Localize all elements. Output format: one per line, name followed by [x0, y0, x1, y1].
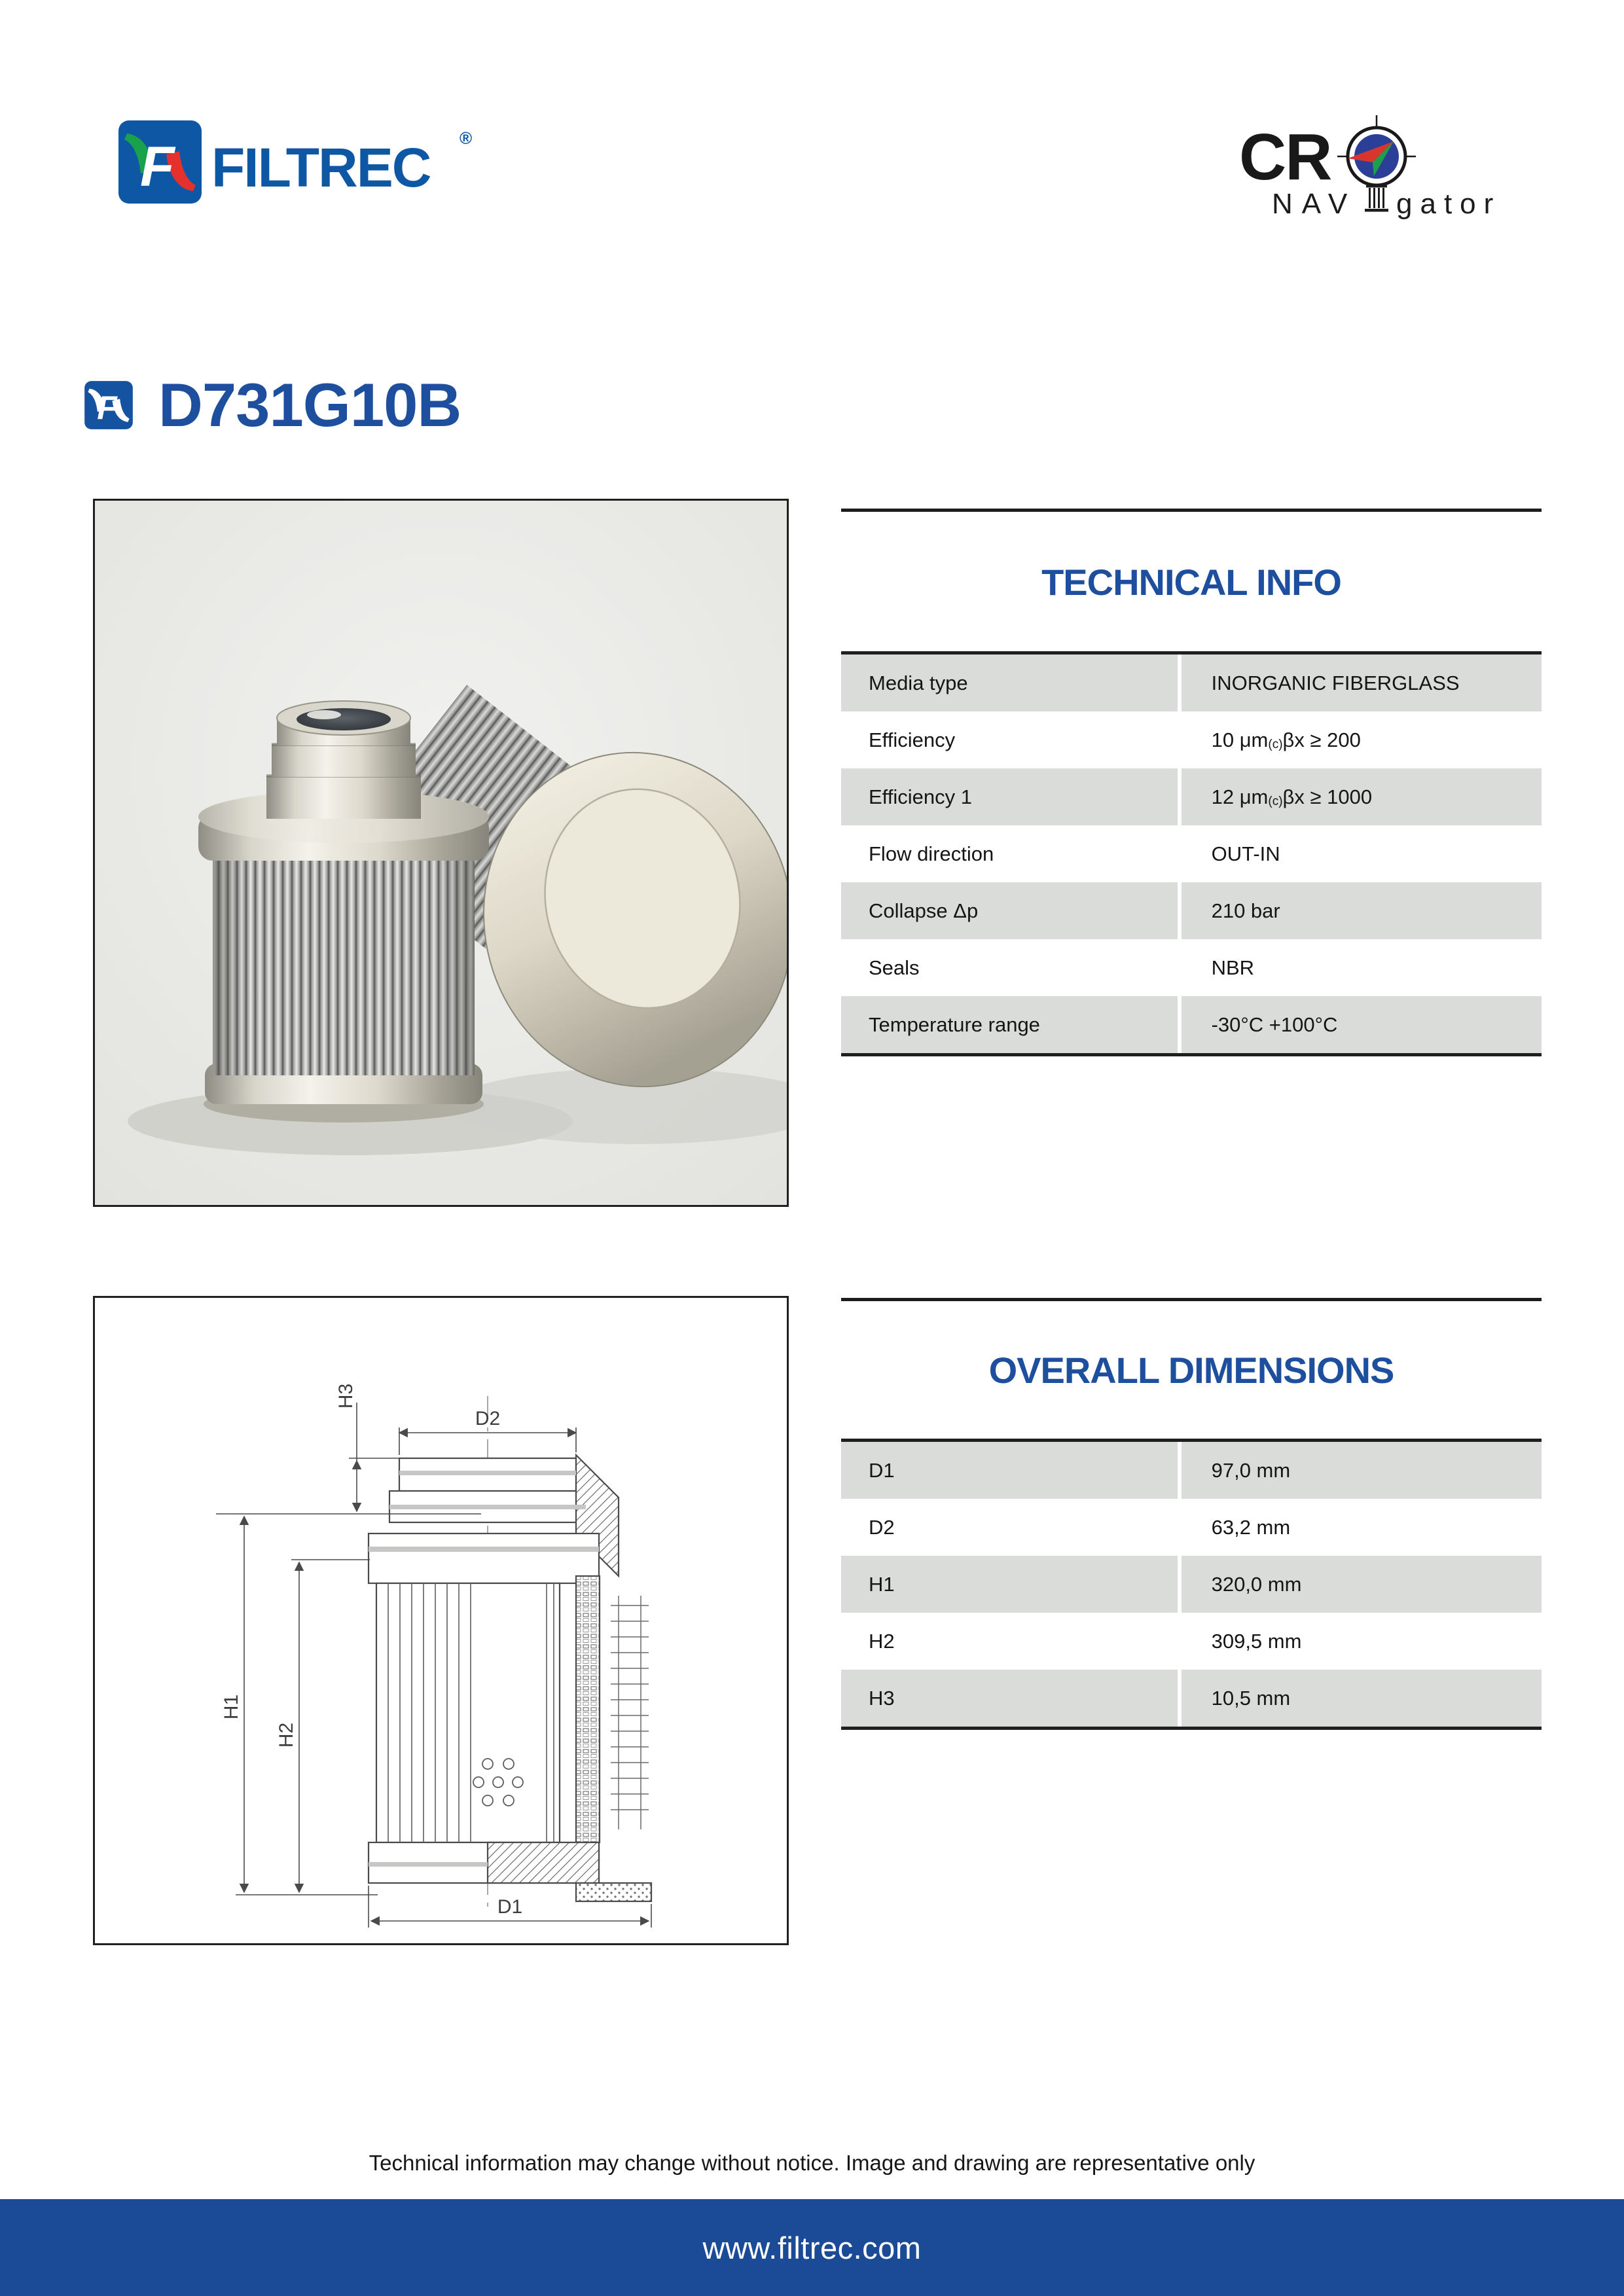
cross-text-left: CR: [1239, 120, 1331, 194]
tech-info-value: OUT-IN: [1178, 825, 1542, 882]
dimension-value: 320,0 mm: [1178, 1556, 1542, 1613]
tech-info-label: Efficiency: [841, 711, 1178, 768]
dimensions-title: OVERALL DIMENSIONS: [988, 1350, 1394, 1391]
title-row: [84, 370, 461, 439]
tech-info-row: [841, 711, 1542, 768]
product-photo-box: [93, 499, 789, 1207]
pillar-i-glyph: [1365, 185, 1388, 212]
product-mark-icon: [84, 380, 134, 430]
dimensions-table: [841, 1439, 1542, 1730]
filtrec-wordmark: FILTREC: [211, 137, 431, 198]
svg-text:F: F: [97, 389, 117, 427]
tech-info-row: [841, 939, 1542, 996]
dimension-value: 97,0 mm: [1178, 1442, 1542, 1499]
tech-info-label: Temperature range: [841, 996, 1178, 1053]
website-link[interactable]: www.filtrec.com: [702, 2230, 922, 2265]
navigator-text-left: NAV: [1272, 188, 1357, 220]
tech-info-row: [841, 996, 1542, 1053]
filtrec-f-icon: F: [140, 135, 175, 198]
dimensions-divider: [841, 1298, 1542, 1301]
footer-bar: [0, 2199, 1624, 2296]
dimension-label: H2: [841, 1613, 1178, 1670]
tech-info-value: 12 μm $_{(c)}$ βx ≥ 1000: [1178, 768, 1542, 825]
dimension-label: D1: [841, 1442, 1178, 1499]
dimension-value: 10,5 mm: [1178, 1670, 1542, 1727]
tech-info-label: Collapse Δp: [841, 882, 1178, 939]
dimension-value: 63,2 mm: [1178, 1499, 1542, 1556]
label-h1: H1: [221, 1694, 242, 1720]
tech-info-label: Media type: [841, 655, 1178, 711]
tech-info-value: INORGANIC FIBERGLASS: [1178, 655, 1542, 711]
filtrec-logo: [118, 119, 484, 206]
tech-info-row: [841, 655, 1542, 711]
product-photo: [95, 501, 787, 1205]
tech-info-divider: [841, 509, 1542, 512]
tech-info-value: -30°C +100°C: [1178, 996, 1542, 1053]
dimension-row: [841, 1499, 1542, 1556]
tech-info-value: NBR: [1178, 939, 1542, 996]
compass-icon: [1337, 115, 1416, 185]
registered-mark: ®: [460, 128, 473, 148]
label-h3: H3: [335, 1383, 357, 1409]
dimension-label: H1: [841, 1556, 1178, 1613]
label-d1: D1: [497, 1896, 523, 1918]
product-code: D731G10B: [158, 370, 461, 439]
tech-info-row: [841, 825, 1542, 882]
footer-note: Technical information may change without notice. Image and drawing are representative only: [369, 2151, 1255, 2175]
support-spring: [611, 1596, 649, 1829]
dimension-row: [841, 1556, 1542, 1613]
dimension-drawing: [95, 1298, 787, 1943]
label-h2: H2: [276, 1722, 297, 1748]
tech-info-table: [841, 651, 1542, 1056]
tech-info-title: TECHNICAL INFO: [1041, 562, 1341, 603]
tech-info-value: 10 μm $_{(c)}$ βx ≥ 200: [1178, 711, 1542, 768]
dimension-label: H3: [841, 1670, 1178, 1727]
cross-navigator-logo: [1239, 109, 1514, 221]
dimension-drawing-box: [93, 1296, 789, 1945]
tech-info-label: Flow direction: [841, 825, 1178, 882]
dimension-label: D2: [841, 1499, 1178, 1556]
dimension-row: [841, 1613, 1542, 1670]
tech-info-label: Seals: [841, 939, 1178, 996]
filter-section: [369, 1455, 651, 1901]
tech-info-row: [841, 768, 1542, 825]
dimension-value: 309,5 mm: [1178, 1613, 1542, 1670]
tech-info-row: [841, 882, 1542, 939]
tech-info-label: Efficiency 1: [841, 768, 1178, 825]
dimension-row: [841, 1670, 1542, 1727]
navigator-text-right: gator: [1396, 188, 1502, 220]
label-d2: D2: [475, 1408, 501, 1429]
tech-info-value: 210 bar: [1178, 882, 1542, 939]
dimension-row: [841, 1442, 1542, 1499]
